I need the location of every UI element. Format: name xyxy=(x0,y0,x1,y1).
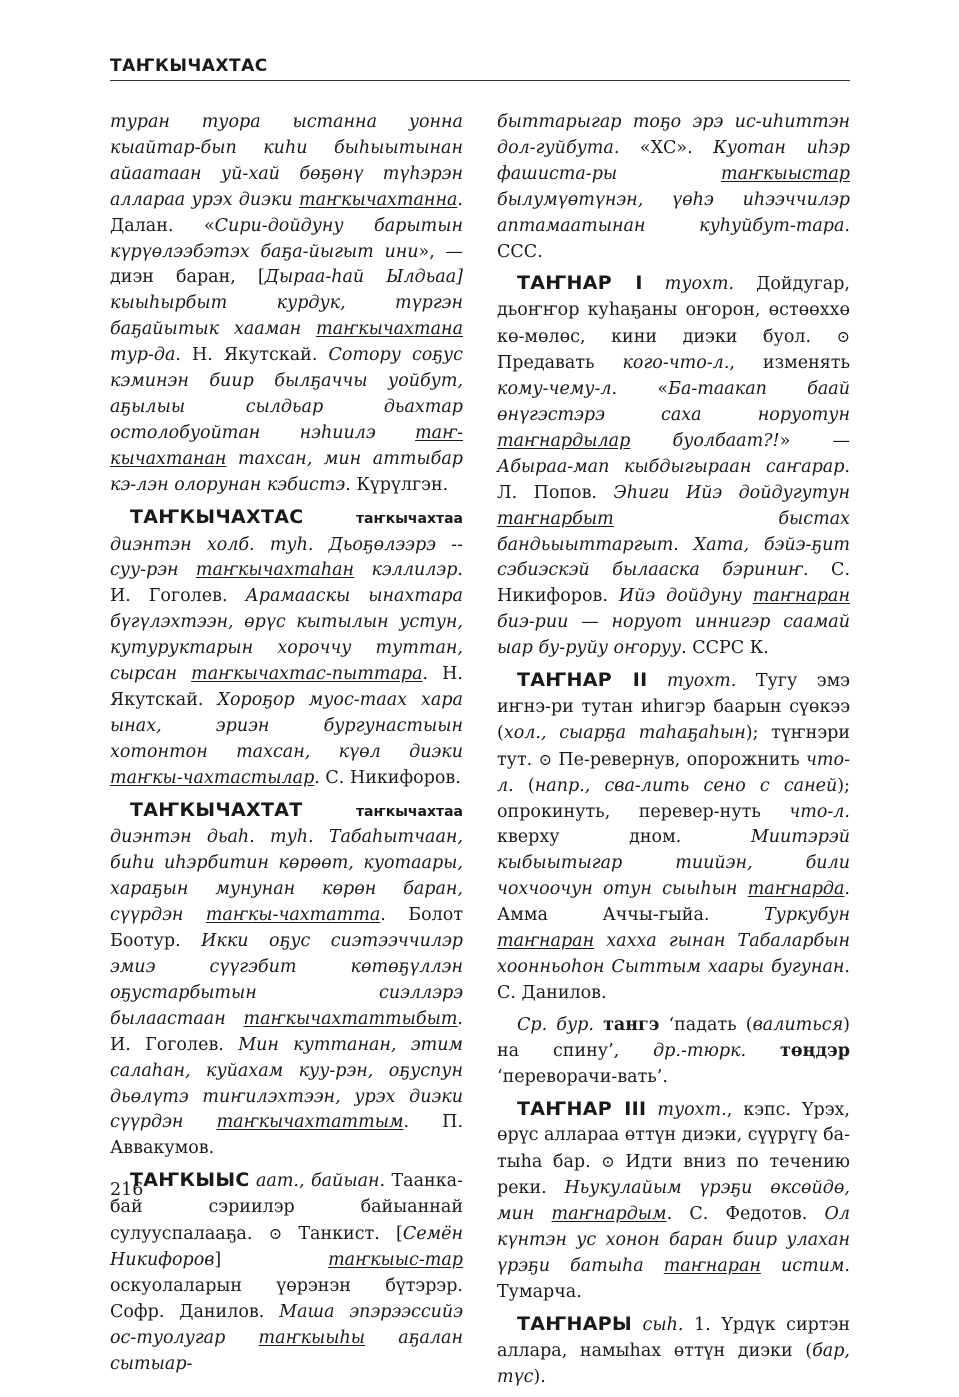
dictionary-entry: ТАҤНАР II туохт. Тугу эмэ иҥнэ-ри тутан иһигэр баарын сүөкээ (хол., сыарҕа таһаҕаһын); түҥнэри тут. ⊙ Пе-ревернув, опорожнить что-л. (напр., сва-лить сено с саней); опрокинуть, перевер-нуть что-л. кверху дном. Миитэрэй кыбыытыгар тиийэн, били чохчоочун отун сыыһын таҥнарда. Амма Аччы-гыйа. Туркубун таҥнаран хахха гынан Табаларбын хоонньоһон Сыттым хаары бугунан. С. Данилов. xyxy=(497,669,851,1003)
entry-headword: ТАҤКЫЧАХТАС xyxy=(130,505,304,528)
continued-entry: туран туора ыстанна уонна кыайтар-бып киһи быһыытынан айаатаан уй-хай бөҕөнү түһэрэн аллараа урэх диэки таҥкычахтанна. Далан. «Сири-дойдуну барытын күрүөлээбэтэх баҕа-йыгыт ини», — диэн баран, [Дыраа-һай Ылдьаа] кыыһырбыт курдук, түргэн баҕайытык хааман таҥкычахтана тур-да. Н. Якутскай. Сотору соҕус кэминэн биир былҕаччы уойбут, аҕылыы сылдьар дьахтар остолобуойтан нэһиилэ таҥ-кычахтанан тахсан, мин аттыбар кэ-лэн олорунан кэбистэ. Күрүлгэн. xyxy=(110,112,463,495)
continued-entry: быттарыгар тоҕо эрэ ис-иһиттэн дол-гуйбута. «ХС». Куотан иһэр фашиста-ры таҥкыыстар былумүөтүнэн, үөһэ иһээччилэр аптамаатынан куһуйбут-тара. ССС. xyxy=(497,112,850,262)
entry-headword: ТАҤНАРЫ xyxy=(517,1312,632,1335)
entry-headword: ТАҤКЫЫС xyxy=(130,1169,250,1192)
circled-dot-icon: ⊙ xyxy=(836,327,850,347)
running-head: ТАҤКЫЧАХТАС xyxy=(110,56,268,76)
circled-dot-icon: ⊙ xyxy=(601,1152,615,1172)
dictionary-entry: ТАҤКЫЧАХТАТ таҥкычахтаа диэнтэн дьаһ. туһ. Табаһытчаан, биһи иһэрбитин көрөөт, куотаары, хараҕын мунунан көрөн баран, сүүрдэн таҥкы-чахтатта. Болот Боотур. Икки оҕус сиэтээччилэр эмиэ сүүгэбит көтөҕүллэн оҕустарбытын сиэллэрэ былаастаан таҥкычахтаттыбыт. И. Гоголев. Мин куттанан, этим салаһан, куйахам куу-рэн, оҕуспун дьөлүтэ тиҥилэхтээн, урэх диэки сүүрдэн таҥкычахтаттым. П. Аввакумов. xyxy=(110,798,464,1159)
entry-headword: ТАҤКЫЧАХТАТ xyxy=(130,798,303,821)
entry-headword: ТАҤНАР II xyxy=(517,669,648,692)
dictionary-entry: ТАҤКЫЫС аат., байыан. Таанка-бай сэриилэр байыаннай сулууспалааҕа. ⊙ Танкист. [Семён Никифоров] таҥкыыс-тар оскуолаларын үөрэнэн бүтэрэр. Софр. Данилов. Маша эпэрээссийэ ос-туолугар таҥкыыһы аҕалан сытыар- xyxy=(110,1169,463,1374)
circled-dot-icon: ⊙ xyxy=(268,1224,283,1244)
entry-headword: ТАҤНАР III xyxy=(517,1097,647,1120)
circled-dot-icon: ⊙ xyxy=(538,749,552,769)
left-column xyxy=(110,110,463,1384)
right-column xyxy=(497,110,850,1397)
etymology-note: Ср. бур. тангэ ‘падать (валиться) на спину’, др.-тюрк. төңдэр ‘переворачи-вать’. xyxy=(497,1014,850,1087)
page-number: 216 xyxy=(110,1180,144,1200)
page-header xyxy=(110,56,850,81)
dictionary-entry: ТАҤНАРЫ сыһ. 1. Үрдүк сиртэн аллара, намыһах өттүн диэки (бар, түс). xyxy=(497,1312,850,1387)
dictionary-entry: ТАҤНАР I туохт. Дойдугар, дьоҥҥор куһаҕаны оҥорон, өстөөххө кө-мөлөс, кини диэки буол. ⊙ Предавать кого-что-л., изменять кому-чему-л. «Ба-таакап баай өнүгэстэрэ саха норуотун таҥнардылар буолбаат?!» — Абыраа-мап кыбдыгыраан саҥарар. Л. Попов. Эһиги Ийэ дойдугутун таҥнарбыт быстах бандьыыттаргыт. Хата, бэйэ-ҕит сэбиэскэй былааска бэриниҥ. С. Никифоров. Ийэ дойдуну таҥнаран биэ-рии — норуот иннигэр саамай ыар бу-руйу оҥоруу. ССРС К. xyxy=(497,272,851,659)
entry-headword: ТАҤНАР I xyxy=(517,272,643,295)
dictionary-entry: ТАҤКЫЧАХТАС таҥкычахтаа диэнтэн холб. туһ. Дьоҕөлээрэ -- суу-рэн таҥкычахтаһан кэллилэр. И. Гоголев. Арамааскы ынахтара бүгүлэхтээн, өрүс кытылын устун, кутуруктарын хороччу туттан, сырсан таҥкычахтас-пыттара. Н. Якутскай. Хороҕор муос-таах хара ынах, эриэн бургунастыын хотонтон тахсан, күөл диэки таҥкы-чахтастылар. С. Никифоров. xyxy=(110,505,463,788)
dictionary-entry: ТАҤНАР III туохт., кэпс. Үрэх, өрүс алларaa өттүн диэки, сүүрүгү ба-тыһа бар. ⊙ Идти вниз по течению реки. Ньукулайым үрэҕи өксөйдө, мин таҥнардым. С. Федотов. Ол күнтэн ус хонон баран биир улахан үрэҕи батыһа таҥнаран истим. Тумарча. xyxy=(497,1097,851,1302)
